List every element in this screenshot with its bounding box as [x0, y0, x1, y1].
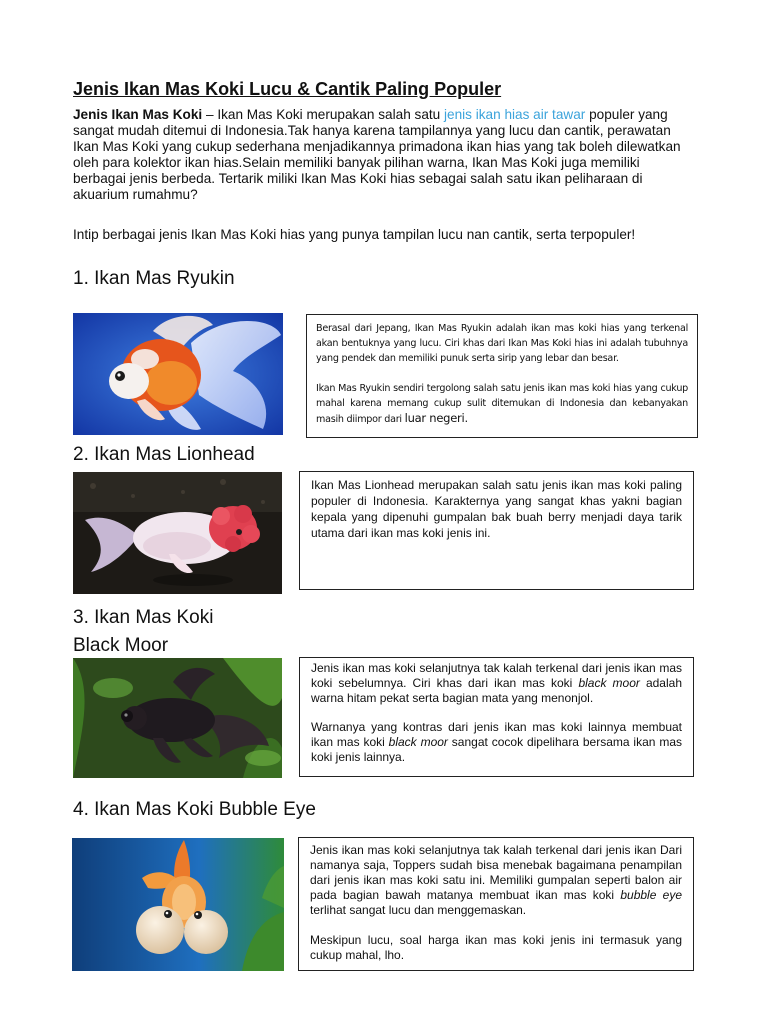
heading-black-moor-line2: Black Moor	[73, 635, 169, 656]
ryukin-p2-text-a: Ikan Mas Ryukin sendiri tergolong salah satu jenis ikan mas koki hias yang cukup mahal karena memang cukup sulit ditemukan di Indonesia dan kebanyakan masih diimpor dari	[316, 383, 688, 425]
black-moor-image	[73, 658, 282, 778]
bubble-eye-p1-italic: bubble eye	[620, 888, 682, 902]
lionhead-description-box	[299, 471, 694, 590]
heading-ryukin: 1. Ikan Mas Ryukin	[73, 268, 235, 289]
bubble-eye-p1-text-a: Jenis ikan mas koki selanjutnya tak kalah terkenal dari jenis ikan Dari namanya saja, Toppers sudah bisa menebak bagaimana penampilan dari jenis ikan mas koki satu ini. Memiliki gumpalan seperti balon air pada bagian bawah matanya membuat ikan mas koki	[310, 843, 682, 902]
ryukin-p2-text-c: .	[464, 411, 468, 425]
lionhead-image	[73, 472, 282, 594]
bubble-eye-description-box	[298, 837, 694, 971]
black-moor-p2-text-c: sangat cocok dipelihara bersama ikan mas koki jenis lainnya.	[311, 735, 683, 764]
bubble-eye-paragraph-1	[310, 843, 682, 918]
ryukin-p2-text-b: luar negeri	[404, 411, 465, 425]
black-moor-paragraph-1	[311, 661, 682, 706]
heading-black-moor-line1: 3. Ikan Mas Koki	[73, 607, 214, 628]
page-title: Jenis Ikan Mas Koki Lucu & Cantik Paling Populer	[73, 79, 502, 99]
black-moor-p1-text-a: Jenis ikan mas koki selanjutnya tak kalah terkenal dari jenis ikan mas koki sebelumnya. Ciri khas dari ikan mas koki	[311, 661, 682, 690]
bubble-eye-paragraph-2: Meskipun lucu, soal harga ikan mas koki jenis ini termasuk yang cukup mahal, lho.	[310, 933, 682, 962]
black-moor-p2-text-a: Warnanya yang kontras dari jenis ikan mas koki lainnya membuat ikan mas koki	[311, 720, 682, 749]
intro-paragraph	[73, 107, 696, 203]
black-moor-paragraph-2	[311, 720, 682, 765]
heading-bubble-eye: 4. Ikan Mas Koki Bubble Eye	[73, 799, 316, 820]
heading-lionhead: 2. Ikan Mas Lionhead	[73, 444, 255, 465]
ryukin-image	[73, 313, 283, 435]
black-moor-p1-italic: black moor	[578, 676, 640, 690]
intro-text-a: – Ikan Mas Koki merupakan salah satu	[202, 107, 444, 122]
intro-second-paragraph: Intip berbagai jenis Ikan Mas Koki hias yang punya tampilan lucu nan cantik, serta terpopuler!	[73, 227, 636, 242]
intro-text-b: populer yang sangat mudah ditemui di Indonesia.Tak hanya karena tampilannya yang lucu dan cantik, perawatan Ikan Mas Koki yang cukup sederhana menjadikannya primadona ikan hias yang tak boleh dilewatkan oleh para kolektor ikan hias.Selain memiliki banyak pilihan warna, Ikan Mas Koki juga memiliki berbagai jenis berbeda. Tertarik miliki Ikan Mas Koki hias sebagai salah satu ikan peliharaan di akuarium rumahmu?	[73, 107, 681, 202]
black-moor-description-box	[299, 657, 694, 777]
ryukin-description-box	[306, 314, 698, 438]
lionhead-paragraph-1: Ikan Mas Lionhead merupakan salah satu jenis ikan mas koki paling populer di Indonesia. Karakternya yang sangat khas yakni bagian kepala yang dipenuhi gumpalan bak buah berry menjadi daya tarik utama dari ikan mas koki jenis ini.	[311, 478, 682, 540]
freshwater-fish-link[interactable]: jenis ikan hias air tawar	[444, 107, 586, 122]
bubble-eye-image	[72, 838, 284, 971]
bubble-eye-p1-text-c: terlihat sangat lucu dan menggemaskan.	[310, 903, 527, 917]
intro-bold-lead: Jenis Ikan Mas Koki	[73, 107, 203, 122]
ryukin-paragraph-1: Berasal dari Jepang, Ikan Mas Ryukin adalah ikan mas koki hias yang terkenal akan bentuknya yang lucu. Ciri khas dari Ikan Mas Koki hias ini adalah tubuhnya yang pendek dan memiliki punuk serta sirip yang lebar dan besar.	[316, 323, 688, 364]
black-moor-p2-italic: black moor	[388, 735, 448, 749]
ryukin-paragraph-2	[316, 381, 688, 427]
black-moor-p1-text-c: adalah warna hitam pekat serta bagian mata yang menonjol.	[311, 676, 682, 705]
